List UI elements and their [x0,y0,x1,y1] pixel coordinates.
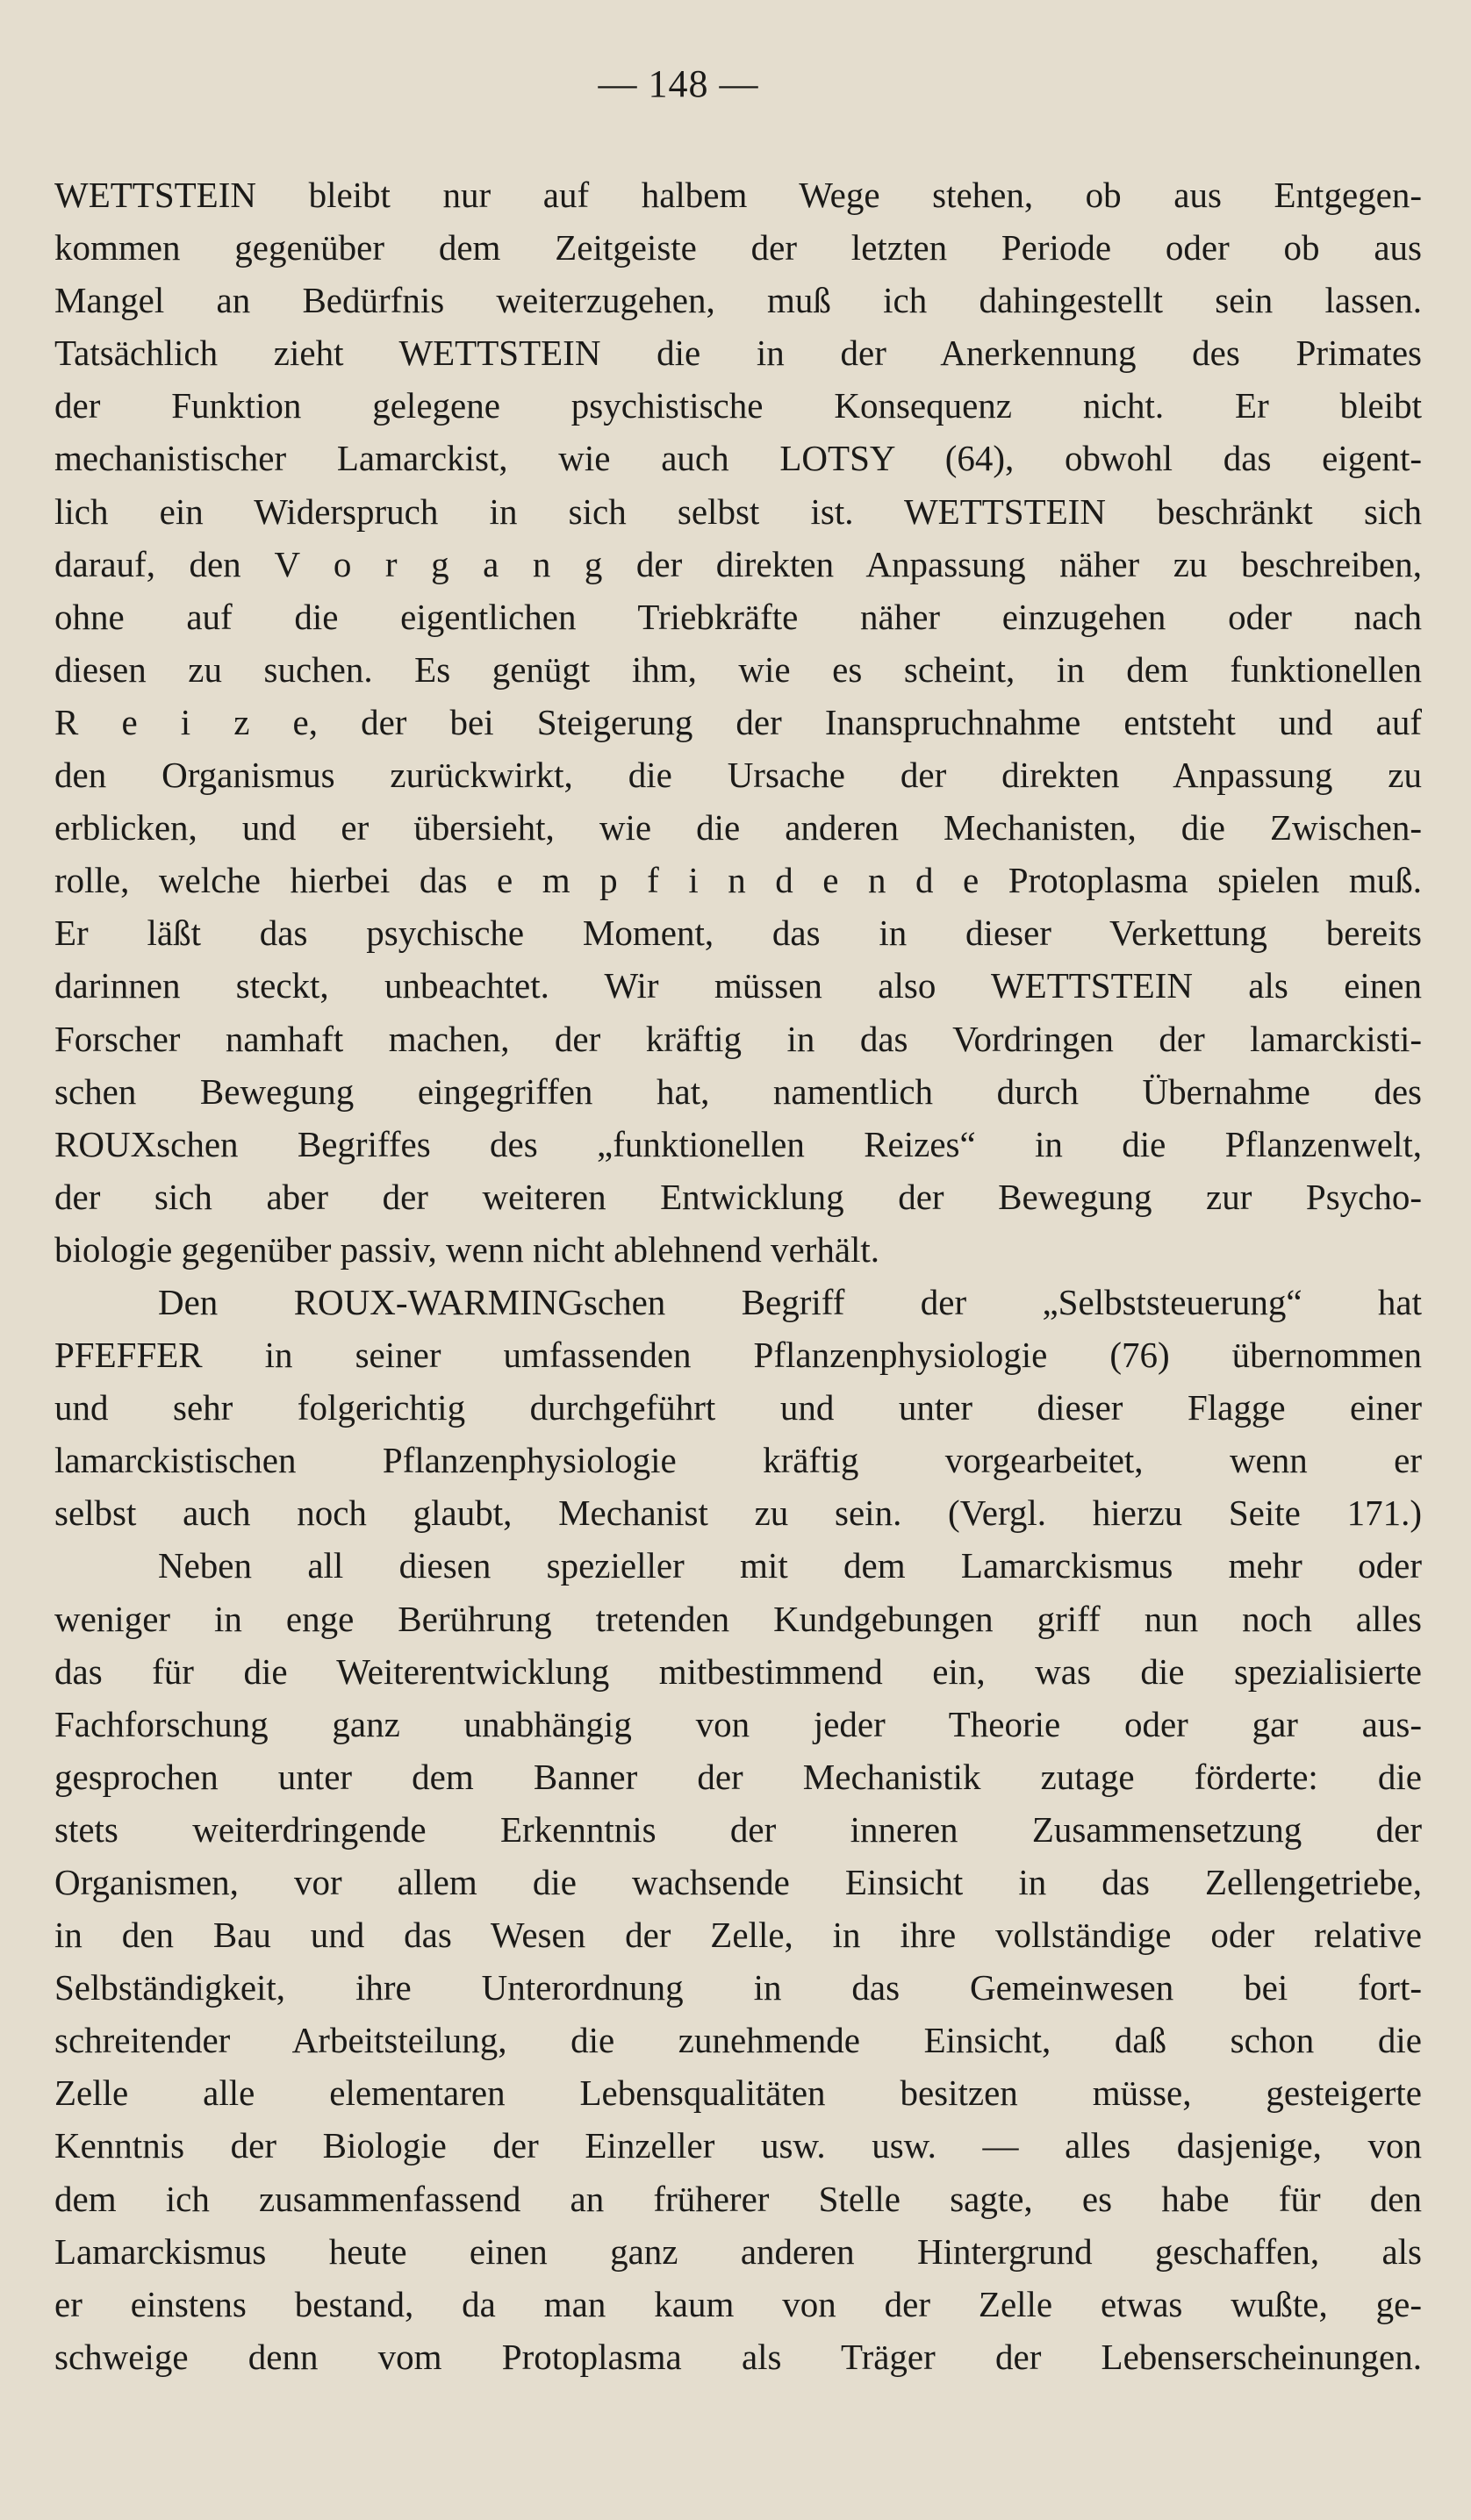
text-line: schen Bewegung eingegriffen hat, namentlich durch Übernahme des [54,1070,1422,1112]
text-line: Forscher namhaft machen, der kräftig in das Vordringen der lamarckisti- [54,1018,1422,1059]
text-line: WETTSTEIN bleibt nur auf halbem Wege stehen, ob aus Entgegen- [54,175,1422,215]
text-line: und sehr folgerichtig durchgeführt und unter dieser Flagge einer [54,1387,1422,1428]
text-line: rolle, welche hierbei das e m p f i n d e n d e Protoplasma spielen muß. [54,860,1422,901]
text-line: stets weiterdringende Erkenntnis der inneren Zusammensetzung der [54,1808,1422,1850]
text-line: gesprochen unter dem Banner der Mechanistik zutage förderte: die [54,1756,1422,1797]
text-line: Organismen, vor allem die wachsende Einsicht in das Zellengetriebe, [54,1862,1422,1902]
text-line: Lamarckismus heute einen ganz anderen Hintergrund geschaffen, als [54,2230,1422,2272]
text-line: schreitender Arbeitsteilung, die zunehmende Einsicht, daß schon die [54,2020,1422,2061]
text-line: R e i z e, der bei Steigerung der Inanspruchnahme entsteht und auf [54,701,1422,742]
text-line: PFEFFER in seiner umfassenden Pflanzenphysiologie (76) übernommen [54,1335,1422,1376]
text-line: biologie gegenüber passiv, wenn nicht ablehnend verhält. [54,1228,880,1270]
text-line: der sich aber der weiteren Entwicklung der Bewegung zur Psycho- [54,1176,1422,1217]
text-line: er einstens bestand, da man kaum von der Zelle etwas wußte, ge- [54,2283,1422,2324]
text-line: den Organismus zurückwirkt, die Ursache der direkten Anpassung zu [54,755,1422,796]
text-line: erblicken, und er übersieht, wie die anderen Mechanisten, die Zwischen- [54,807,1422,848]
text-line: in den Bau und das Wesen der Zelle, in ihre vollständige oder relative [54,1915,1422,1956]
text-line: kommen gegenüber dem Zeitgeiste der letzten Periode oder ob aus [54,227,1422,268]
text-line: das für die Weiterentwicklung mitbestimmend ein, was die spezialisierte [54,1650,1422,1692]
text-line: lamarckistischen Pflanzenphysiologie kräftig vorgearbeitet, wenn er [54,1440,1422,1481]
text-line: selbst auch noch glaubt, Mechanist zu sein. (Vergl. hierzu Seite 171.) [54,1493,1422,1534]
text-line: schweige denn vom Protoplasma als Träger der Lebenserscheinungen. [54,2336,1422,2377]
body-text [54,168,1422,2383]
text-line: Er läßt das psychische Moment, das in dieser Verkettung bereits [54,913,1422,954]
page-number: — 148 — [598,62,759,105]
text-line: lich ein Widerspruch in sich selbst ist. WETTSTEIN beschränkt sich [54,490,1422,532]
text-line: mechanistischer Lamarckist, wie auch LOTSY (64), obwohl das eigent- [54,438,1422,479]
text-line: diesen zu suchen. Es genügt ihm, wie es scheint, in dem funktionellen [54,648,1422,690]
text-line: Neben all diesen spezieller mit dem Lamarckismus mehr oder [158,1545,1422,1586]
text-line: Kenntnis der Biologie der Einzeller usw. usw. — alles dasjenige, von [54,2125,1422,2166]
text-line: Tatsächlich zieht WETTSTEIN die in der Anerkennung des Primates [54,333,1422,374]
text-line: der Funktion gelegene psychistische Konsequenz nicht. Er bleibt [54,385,1422,426]
text-line: weniger in enge Berührung tretenden Kundgebungen griff nun noch alles [54,1598,1422,1639]
text-line: Fachforschung ganz unabhängig von jeder Theorie oder gar aus- [54,1703,1422,1744]
text-line: Mangel an Bedürfnis weiterzugehen, muß ich dahingestellt sein lassen. [54,280,1422,321]
text-line: ROUXschen Begriffes des „funktionellen Reizes“ in die Pflanzenwelt, [54,1123,1422,1164]
text-line: Zelle alle elementaren Lebensqualitäten besitzen müsse, gesteigerte [54,2073,1422,2114]
text-line: ohne auf die eigentlichen Triebkräfte näher einzugehen oder nach [54,596,1422,637]
text-line: darinnen steckt, unbeachtet. Wir müssen also WETTSTEIN als einen [54,965,1422,1006]
text-line: Den ROUX-WARMINGschen Begriff der „Selbststeuerung“ hat [158,1281,1422,1322]
text-line: dem ich zusammenfassend an früherer Stelle sagte, es habe für den [54,2178,1422,2219]
text-line: darauf, den V o r g a n g der direkten Anpassung näher zu beschreiben, [54,543,1422,584]
text-line: Selbständigkeit, ihre Unterordnung in das Gemeinwesen bei fort- [54,1967,1422,2008]
